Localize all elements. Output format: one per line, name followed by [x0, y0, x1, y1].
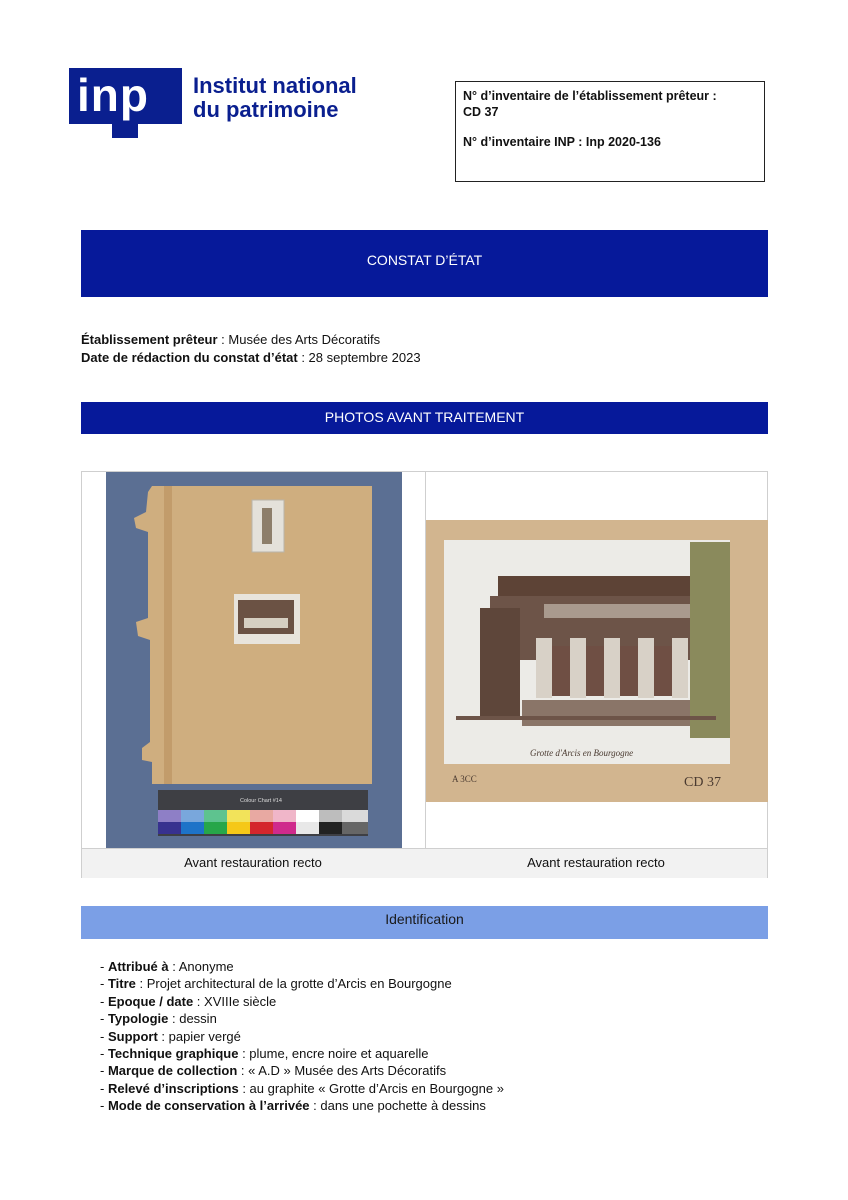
list-item	[100, 1045, 504, 1062]
list-item	[100, 975, 504, 992]
item-label: Marque de collection	[107, 1063, 238, 1079]
list-item	[100, 1080, 504, 1097]
item-value: : XVIIIe siècle	[193, 993, 277, 1009]
photo-captions	[82, 848, 767, 878]
lender-inventory-label: N° d’inventaire de l’établissement prêteur :	[463, 89, 717, 103]
list-item	[100, 958, 504, 975]
identification-heading: Identification	[81, 906, 768, 939]
inventory-box	[455, 81, 765, 182]
inp-inventory-line	[463, 134, 757, 150]
item-value: : Anonyme	[168, 959, 234, 974]
list-item	[100, 1097, 504, 1114]
logo-mark-tail	[112, 124, 138, 138]
document-title: CONSTAT D’ÉTAT	[81, 230, 768, 297]
drawing-inscription: Grotte d'Arcis en Bourgogne	[530, 748, 634, 758]
lender-line	[81, 331, 421, 349]
list-item	[100, 1062, 504, 1079]
item-label: Attribué à	[107, 959, 169, 974]
item-value: : au graphite « Grotte d’Arcis en Bourgogne »	[238, 1080, 504, 1096]
date-value: : 28 septembre 2023	[297, 350, 421, 365]
item-label: Mode de conservation à l’arrivée	[107, 1098, 310, 1114]
photo-caption-right: Avant restauration recto	[527, 855, 665, 870]
logo-name-line2: du patrimoine	[193, 97, 339, 122]
photos-heading: PHOTOS AVANT TRAITEMENT	[81, 402, 768, 434]
document-info	[81, 331, 421, 367]
photo-caption-left: Avant restauration recto	[184, 855, 322, 870]
identification-list	[100, 958, 504, 1115]
logo-mark-text: inp	[77, 69, 149, 121]
lender-inventory-value: CD 37	[463, 105, 499, 119]
item-value: : « A.D » Musée des Arts Décoratifs	[237, 1063, 447, 1079]
drawing-mark-left: A 3CC	[452, 774, 477, 784]
logo-mark	[69, 68, 182, 124]
item-value: : plume, encre noire et aquarelle	[238, 1046, 429, 1062]
inp-inventory-label: N° d’inventaire INP :	[463, 135, 583, 149]
item-value: : Projet architectural de la grotte d’Arcis en Bourgogne	[135, 976, 452, 992]
item-label: Support	[107, 1028, 158, 1044]
inp-inventory-value: Inp 2020-136	[585, 135, 661, 149]
colour-chart-swatches	[158, 810, 368, 834]
list-item	[100, 993, 504, 1010]
item-label: Technique graphique	[107, 1046, 239, 1062]
photo-recto-full	[106, 472, 402, 848]
list-item	[100, 1028, 504, 1045]
item-value: : papier vergé	[157, 1028, 241, 1044]
logo-name	[193, 74, 357, 122]
date-label: Date de rédaction du constat d’état	[81, 350, 298, 365]
lender-label: Établissement prêteur	[81, 332, 218, 347]
item-value: : dessin	[168, 1011, 217, 1027]
photo-recto-detail	[426, 520, 768, 802]
list-item	[100, 1010, 504, 1027]
logo-name-line1: Institut national	[193, 73, 357, 98]
item-label: Epoque / date	[107, 993, 194, 1009]
inp-logo	[69, 68, 389, 140]
item-value: : dans une pochette à dessins	[309, 1098, 486, 1114]
date-line	[81, 349, 421, 367]
item-label: Titre	[107, 976, 136, 992]
item-label: Typologie	[107, 1011, 169, 1027]
lender-value: : Musée des Arts Décoratifs	[217, 332, 381, 347]
colour-chart-label: Colour Chart #14	[240, 798, 282, 804]
photo-table	[81, 471, 768, 878]
drawing-mark-right: CD 37	[684, 775, 721, 790]
item-label: Relevé d’inscriptions	[107, 1080, 239, 1096]
